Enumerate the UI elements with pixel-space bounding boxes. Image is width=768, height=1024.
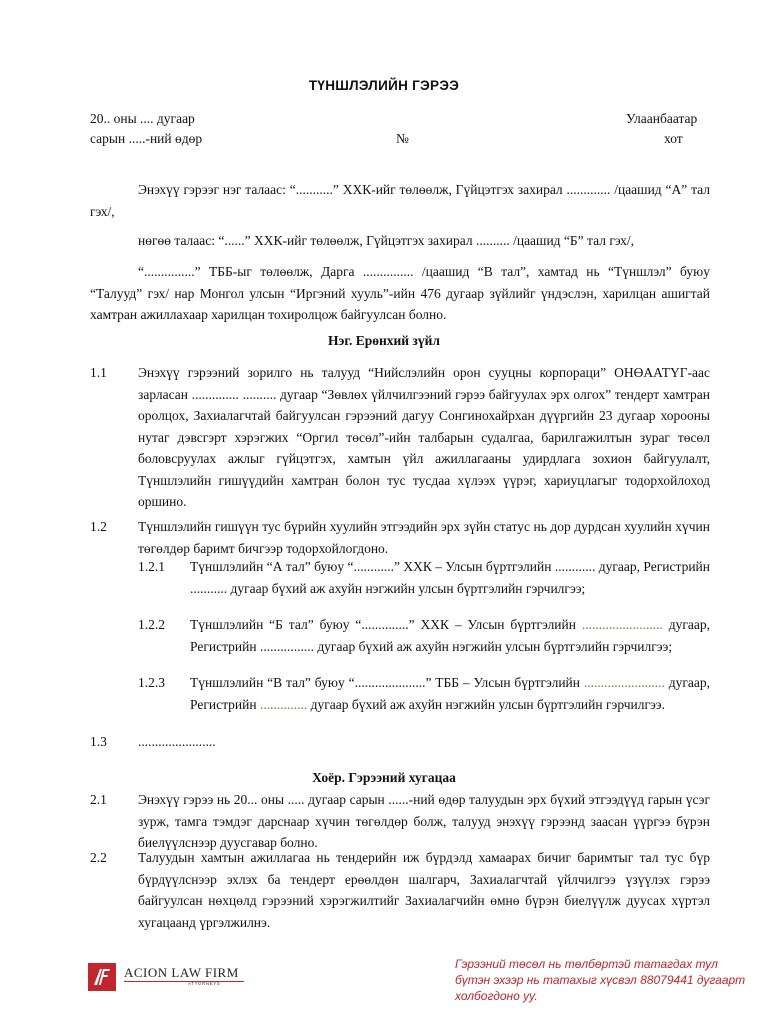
clause-number: 1.2	[90, 519, 107, 534]
clause-1-2-text: Түншлэлийн гишүүн тус бүрийн хуулийн этгээдийн эрх зүйн статус нь дор дурдсан хуулийн хүчин төгөлдөр баримт бичгээр тодорхойлогдоно.	[138, 519, 710, 556]
clause-1-2-1-text: Түншлэлийн “А тал” буюу “............” ХХК – Улсын бүртгэлийн ............ дугаар, Регистрийн ........... дугаар бүхий аж ахуйн нэгжийн улсын бүртгэлийн гэрчилгээ;	[190, 559, 710, 596]
intro-party-a: Энэхүү гэрээг нэг талаас: “...........” ХХК-ийг төлөөлж, Гүйцэтгэх захирал ............. /цаашид “А” тал гэх/,	[90, 182, 710, 219]
clause-1-2-3-text: Түншлэлийн “В тал” буюу “.....................” ТББ – Улсын бүртгэлийн ........................ дугаар, Регистрийн .............. дугаар бүхий аж ахуйн нэгжийн улсын бүртгэлийн гэрчилгээ.	[190, 675, 710, 712]
clause-number: 1.2.2	[138, 617, 165, 632]
firm-name: ACION LAW FIRM	[124, 965, 239, 980]
city-line-1: Улаанбаатар	[626, 111, 698, 126]
contract-number-sign: №	[396, 131, 409, 146]
date-line-2: сарын .....-ний өдөр	[90, 131, 203, 146]
clause-number: 1.3	[90, 734, 107, 749]
firm-tagline: ATTORNEYS	[188, 981, 221, 986]
firm-logo	[88, 961, 248, 995]
city-line-2: хот	[664, 131, 683, 146]
clause-number: 1.1	[90, 365, 107, 380]
section-1-heading: Нэг. Ерөнхий зүйл	[328, 333, 440, 348]
firm-logo-mark-icon	[88, 963, 116, 991]
date-line-1: 20.. оны .... дугаар	[90, 111, 195, 126]
intro-party-c: “...............” ТББ-ыг төлөөлж, Дарга ............... /цаашид “В тал”, хамтад нь “Түншлэл” буюу “Талууд” гэх/ нар Монгол улсын “Иргэний хууль”-ийн 476 дугаар зүйлийг үндэслэн, харилцан ашигтай хамтран ажиллахаар харилцан тохиролцож байгуулсан болно.	[90, 264, 710, 322]
clause-1-1-text: Энэхүү гэрээний зорилго нь талууд “Нийслэлийн орон сууцны корпораци” ОНӨААТҮГ-аас зарласан .............. .......... дугаар “Зөвлөх үйлчилгээний гэрээ байгуулах эрх олгох” тендерт хамтран оролцох, Захиалагчтай байгуулсан гэрээний дагуу Сонгинохайрхан дүүргийн 23 дугаар хорооны нутаг дэвсгэрт хэрэгжих “Оргил төсөл”-ийн талбарын судалгаа, барилгажилтын зураг төсөл боловсруулах ажлыг гүйцэтгэх, хамтын үйл ажиллагааны удирдлага зохион байгуулалт, Түншлэлийн гишүүдийн хамтран болон тус тусдаа хүлээх үүрэг, хариуцлагыг тодорхойлоход оршино.	[138, 365, 710, 509]
clause-2-1-text: Энэхүү гэрээ нь 20... оны ..... дугаар сарын ......-ний өдөр талуудын эрх бүхий этгээдүүд гарын үсэг зурж, тамга тэмдэг дарснаар хүчин төгөлдөр болж, талууд энэхүү гэрээнд заасан үүргээ бүрэн биелүүлснээр дуусгавар болно.	[138, 792, 710, 850]
download-note: Гэрээний төсөл нь төлбөртэй татагдах тул бүтэн эхээр нь татахыг хүсвэл 88079441 дугаарт холбогдоно уу.	[455, 957, 746, 1003]
clause-number: 2.1	[90, 792, 107, 807]
clause-2-2-text: Талуудын хамтын ажиллагаа нь тендерийн иж бүрдэлд хамаарах бичиг баримтыг тал тус бүр бүрдүүлснээр эхлэх ба тендерт ерөөлдөн шалгарч, Захиалагчтай үйлчилгээ үзүүлэх гэрээ байгуулсан нөхцөлд гэрээний хэрэгжилтийг Захиалагчийн өмнө бүрэн биелүүлж дуусах хүртэл хугацаанд үргэлжилнэ.	[138, 850, 710, 930]
clause-1-2-2-text: Түншлэлийн “Б тал” буюу “..............” ХХК – Улсын бүртгэлийн ........................ дугаар, Регистрийн ................ дугаар бүхий аж ахуйн нэгжийн улсын бүртгэлийн гэрчилгээ;	[190, 617, 710, 654]
clause-1-3-text: .......................	[138, 734, 216, 749]
intro-party-b: нөгөө талаас: “......” ХХК-ийг төлөөлж, Гүйцэтгэх захирал .......... /цаашид “Б” тал гэх/,	[138, 233, 634, 248]
clause-number: 1.2.3	[138, 675, 165, 690]
section-2-heading: Хоёр. Гэрээний хугацаа	[312, 770, 456, 785]
clause-number: 1.2.1	[138, 559, 165, 574]
clause-number: 2.2	[90, 850, 107, 865]
logo-divider	[124, 981, 244, 982]
document-title: ТҮНШЛЭЛИЙН ГЭРЭЭ	[308, 78, 460, 93]
